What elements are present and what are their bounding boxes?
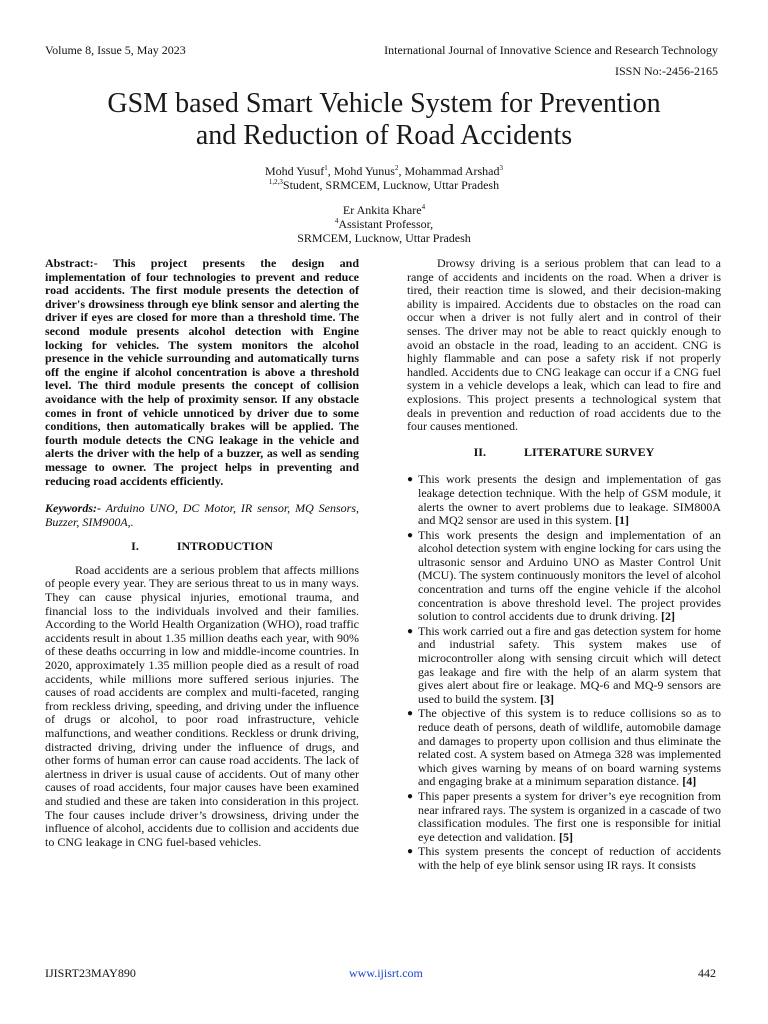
section-heading-introduction: [45, 540, 359, 554]
title-line-1: GSM based Smart Vehicle System for Prevention: [107, 88, 661, 119]
author-4-role-sup: 4: [334, 217, 339, 225]
keywords-label: Keywords:-: [45, 501, 101, 516]
literature-item: [407, 845, 721, 872]
author-1-sup: 1: [324, 164, 328, 172]
reference-number: [1]: [614, 513, 629, 528]
keywords-text: Arduino UNO, DC Motor, IR sensor, MQ Sensors, Buzzer, SIM900A,.: [45, 501, 359, 529]
keywords: [45, 502, 359, 529]
literature-text: This work presents the design and implementation of gas leakage detection technique. With the help of GSM module, it alerts the owner to avert problems due to leakage. SIM800A and MQ2 sensor are used in this system.: [418, 472, 721, 528]
title-line-2: and Reduction of Road Accidents: [195, 120, 573, 151]
right-column: [407, 257, 721, 874]
literature-item: [407, 790, 721, 844]
introduction-paragraph: Road accidents are a serious problem that affects millions of people every year. They are serious threat to us in many ways. They can cause physical injuries, emotional trauma, and financial loss to the individuals involved and their families. According to the World Health Organization (WHO), road traffic accidents result in about 1.35 million deaths each year, with 90% of these deaths occurring in low and middle-income countries. In 2020, approximately 1.35 million people died as a result of road accidents, while millions more suffered serious injuries. The causes of road accidents are complex and multi-faceted, ranging from reckless driving, speeding, and driving under the influence of drugs or alcohol, to poor road infrastructure, vehicle malfunctions, and weather conditions. Reckless or drunk driving, distracted driving, driving under the influence of drugs, and other forms of human error can cause road accidents. The lack of alertness in driver is usual cause of accidents. Out of many other causes of road accidents, four major causes have been examined and studied and these are taken into consideration in this project. The four causes include driver’s drowsiness, driving under the influence of alcohol, accidents due to collision and accidents due to CNG leakage in CNG fuel-based vehicles.: [45, 562, 359, 849]
section-heading-literature-survey: [407, 446, 721, 460]
author-2-sup: 2: [394, 164, 399, 172]
literature-text: This work presents the design and implementation of an alcohol detection system with engine locking for cars using the ultrasonic sensor and Arduino UNO as Master Control Unit (MCU). The system continuously monitors the level of alcohol concentration and turns off the engine vehicle if the alcohol concentration is above threshold level. The project provides solution to control accidents due to drunk driving.: [418, 527, 721, 624]
bullet-icon: ●: [407, 708, 414, 720]
literature-item: [407, 625, 721, 707]
drowsy-driving-paragraph: Drowsy driving is a serious problem that can lead to a range of accidents and incidents on the road. When a driver is tired, their reaction time is slowed, and their decision-making ability is impaired. Accidents due to obstacles on the road can occur when a driver is not fully alert and in control of their senses. The driver may not be able to react quickly enough to avoid an obstacle in the road, leading to an accident. CNG is highly flammable and can pose a safety risk if not properly handled. Accidents due to CNG leakage can occur if a CNG fuel system in a vehicle develops a leak, which can lead to fire and explosions. This project presents a technological system that deals in prevention and reduction of road accidents due to the four causes mentioned.: [407, 256, 721, 434]
section-number: I.: [131, 539, 139, 554]
issn: ISSN No:-2456-2165: [614, 64, 718, 78]
bullet-icon: ●: [407, 846, 414, 858]
literature-item: [407, 473, 721, 527]
reference-number: [2]: [660, 609, 675, 624]
author-4: [30, 204, 738, 217]
author-3-sup: 3: [499, 164, 503, 172]
section-title: LITERATURE SURVEY: [523, 444, 655, 459]
paper-title: [30, 88, 738, 152]
footer-website-link[interactable]: www.ijisrt.com: [349, 966, 423, 980]
section-number: II.: [473, 444, 486, 459]
author-4-affiliation: SRMCEM, Lucknow, Uttar Pradesh: [297, 231, 471, 245]
footer-paper-id: IJISRT23MAY890: [45, 966, 136, 980]
affiliation-text: Student, SRMCEM, Lucknow, Uttar Pradesh: [282, 178, 500, 192]
bullet-icon: ●: [407, 625, 414, 637]
bullet-icon: ●: [407, 529, 414, 541]
author-1: Mohd Yusuf: [265, 164, 325, 178]
page-number: 442: [698, 966, 716, 980]
reference-number: [5]: [558, 829, 573, 844]
left-column: [45, 257, 359, 849]
volume-info: Volume 8, Issue 5, May 2023: [45, 43, 186, 57]
author-2: Mohd Yunus: [333, 164, 395, 178]
author-list: Mohd Yusuf$^1$, Mohd Yunus$^2$, Mohammad Arshad$^3$: [265, 164, 503, 178]
reference-number: [3]: [540, 691, 554, 706]
author-4-sup: 4: [421, 203, 426, 211]
reference-number: [4]: [682, 774, 697, 789]
author-affiliation: [30, 179, 738, 192]
abstract: Abstract:- This project presents the design and implementation of four technologies to prevent and reduce road accidents. The first module presents the detection of driver's drowsiness through eye blink sensor and alerting the driver if eyes are closed for more than a threshold time. The second module presents alcohol detection with Engine locking for vehicles. The system monitors the alcohol presence in the vehicle surrounding and automatically turns off the engine if alcohol concentration is above a threshold level. The third module presents the concept of collision avoidance with the help of proximity sensor. If any obstacle comes in front of vehicle unnoticed by driver due to some conditions, then automatically brakes will be applied. The fourth module detects the CNG leakage in the vehicle and alerts the driver with the help of a buzzer, as well as sending message to owner. The project helps in preventing and reducing road accidents efficiently.: [45, 256, 359, 488]
journal-name: International Journal of Innovative Science and Research Technology: [384, 43, 718, 57]
author-4-name: Er Ankita Khare: [342, 203, 422, 217]
literature-text: This system presents the concept of reduction of accidents with the help of eye blink sensor using IR rays. It consists: [418, 844, 721, 872]
literature-item: [407, 707, 721, 789]
author-4-role: [30, 218, 738, 231]
literature-text: This paper presents a system for driver’s eye recognition from near infrared rays. The system is organized in a cascade of two classification modules. The first one is responsible for initial eye detection and validation.: [418, 788, 721, 844]
bullet-icon: ●: [407, 474, 414, 486]
literature-text: This work carried out a fire and gas detection system for home and industrial safety. This system makes use of microcontroller along with sensing circuit which will detect gas leakage and fire with the help of an alarm system that gives alert about fire or leakage. MQ-6 and MQ-9 sensors are used to build the system.: [418, 623, 721, 706]
bullet-icon: ●: [407, 790, 414, 802]
affiliation-sup: 1,2,3: [268, 178, 283, 186]
literature-text: The objective of this system is to reduce collisions so as to reduce death of persons, death of wildlife, automobile damage and damages to property upon collision and thus eliminate the related cost. A system based on Atmega 328 was implemented which gives warning by means of on board warning systems and engaging brake at a minimum separation distance.: [418, 706, 721, 789]
author-3: Mohammad Arshad: [404, 164, 500, 178]
literature-item: [407, 529, 721, 624]
section-title: INTRODUCTION: [176, 539, 273, 554]
author-4-role-text: Assistant Professor,: [338, 217, 434, 231]
literature-list: [407, 473, 721, 872]
